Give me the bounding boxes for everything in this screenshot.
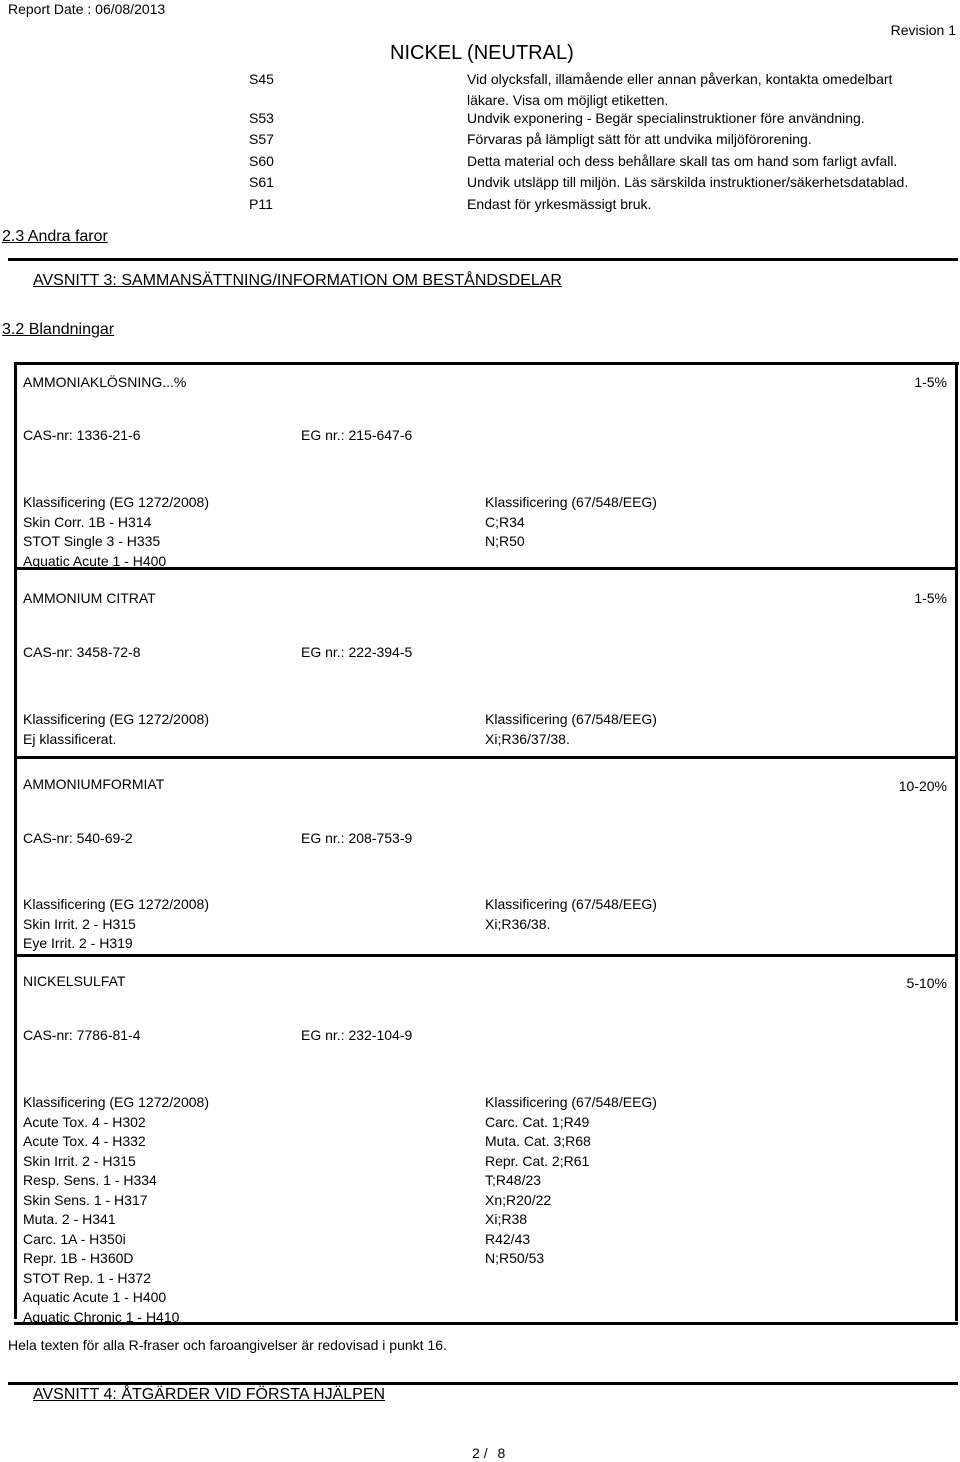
dsd-entry: Xi;R36/38. bbox=[485, 915, 551, 932]
clp-entry: Resp. Sens. 1 - H334 bbox=[23, 1172, 157, 1188]
clp-entry: Muta. 2 - H341 bbox=[23, 1211, 116, 1227]
clp-heading: Klassificering (EG 1272/2008) bbox=[23, 1094, 209, 1110]
components-table-right-border bbox=[955, 362, 958, 1321]
clp-entry: Skin Sens. 1 - H317 bbox=[23, 1191, 148, 1208]
component-percent: 5-10% bbox=[906, 975, 947, 991]
s-phrase-text: Förvaras på lämpligt sätt för att undvika miljöförorening. bbox=[467, 131, 812, 147]
clp-entry: STOT Rep. 1 - H372 bbox=[23, 1269, 151, 1286]
clp-classification bbox=[23, 493, 209, 571]
dsd-heading: Klassificering (67/548/EEG) bbox=[485, 494, 657, 510]
clp-entry: Eye Irrit. 2 - H319 bbox=[23, 935, 133, 951]
component-percent: 1-5% bbox=[914, 590, 947, 606]
s-phrase-code: S57 bbox=[249, 131, 274, 147]
s-phrase-text-cont: läkare. Visa om möjligt etiketten. bbox=[467, 92, 669, 108]
clp-entry: Acute Tox. 4 - H332 bbox=[23, 1133, 146, 1149]
revision-label: Revision 1 bbox=[890, 22, 956, 38]
r-phrases-footnote: Hela texten för alla R-fraser och faroangivelser är redovisad i punkt 16. bbox=[8, 1337, 447, 1353]
component-name: NICKELSULFAT bbox=[23, 973, 126, 989]
page-number bbox=[472, 1445, 505, 1461]
dsd-entry: Repr. Cat. 2;R61 bbox=[485, 1152, 590, 1169]
section-3-title: AVSNITT 3: SAMMANSÄTTNING/INFORMATION OM BESTÅNDSDELAR bbox=[33, 272, 562, 289]
clp-entry: Aquatic Acute 1 - H400 bbox=[23, 1289, 167, 1305]
component-percent: 1-5% bbox=[914, 374, 947, 390]
dsd-entry: N;R50 bbox=[485, 533, 525, 549]
report-date: Report Date : 06/08/2013 bbox=[8, 1, 166, 17]
clp-heading: Klassificering (EG 1272/2008) bbox=[23, 896, 209, 912]
dsd-entry: C;R34 bbox=[485, 513, 525, 530]
s-phrase-text: Endast för yrkesmässigt bruk. bbox=[467, 196, 652, 212]
clp-entry: Skin Irrit. 2 - H315 bbox=[23, 915, 136, 932]
dsd-entry: Muta. Cat. 3;R68 bbox=[485, 1133, 591, 1149]
cas-number: CAS-nr: 7786-81-4 bbox=[23, 1027, 141, 1043]
dsd-entry: Xi;R38 bbox=[485, 1211, 528, 1227]
s-phrase-code: S61 bbox=[249, 174, 274, 190]
clp-entry: Carc. 1A - H350i bbox=[23, 1230, 126, 1247]
s-phrase-text: Detta material och dess behållare skall tas om hand som farligt avfall. bbox=[467, 153, 898, 169]
eg-number: EG nr.: 208-753-9 bbox=[301, 830, 413, 846]
clp-entry: Acute Tox. 4 - H302 bbox=[23, 1113, 146, 1130]
dsd-classification bbox=[485, 710, 657, 749]
component-name: AMMONIUM CITRAT bbox=[23, 590, 156, 606]
dsd-heading: Klassificering (67/548/EEG) bbox=[485, 896, 657, 912]
component-divider bbox=[14, 756, 958, 759]
component-name: AMMONIUMFORMIAT bbox=[23, 776, 165, 792]
component-name: AMMONIAKLÖSNING...% bbox=[23, 374, 187, 390]
dsd-entry: Carc. Cat. 1;R49 bbox=[485, 1113, 590, 1130]
dsd-entry: Xn;R20/22 bbox=[485, 1191, 552, 1208]
section-4-divider bbox=[8, 1382, 958, 1385]
clp-entry: STOT Single 3 - H335 bbox=[23, 533, 161, 549]
s-phrase-code: S45 bbox=[249, 71, 274, 87]
other-hazards-heading: 2.3 Andra faror bbox=[2, 228, 108, 245]
clp-entry: Skin Irrit. 2 - H315 bbox=[23, 1152, 136, 1169]
s-phrase-code: S53 bbox=[249, 110, 274, 126]
clp-entry: Repr. 1B - H360D bbox=[23, 1250, 134, 1266]
clp-classification bbox=[23, 1093, 209, 1327]
component-percent: 10-20% bbox=[898, 778, 947, 794]
cas-number: CAS-nr: 540-69-2 bbox=[23, 830, 133, 846]
s-phrase-text: Undvik utsläpp till miljön. Läs särskilda instruktioner/säkerhetsdatablad. bbox=[467, 174, 909, 190]
dsd-entry: R42/43 bbox=[485, 1230, 531, 1247]
clp-heading: Klassificering (EG 1272/2008) bbox=[23, 711, 209, 727]
s-phrase-code: P11 bbox=[249, 196, 273, 212]
clp-entry: Skin Corr. 1B - H314 bbox=[23, 513, 152, 530]
page-separator: / bbox=[483, 1445, 488, 1461]
dsd-entry: T;R48/23 bbox=[485, 1172, 542, 1188]
eg-number: EG nr.: 232-104-9 bbox=[301, 1027, 413, 1043]
dsd-classification bbox=[485, 1093, 657, 1269]
cas-number: CAS-nr: 1336-21-6 bbox=[23, 427, 141, 443]
clp-entry: Aquatic Acute 1 - H400 bbox=[23, 552, 167, 569]
dsd-entry: Xi;R36/37/38. bbox=[485, 730, 570, 747]
mixtures-heading: 3.2 Blandningar bbox=[2, 321, 115, 338]
component-divider bbox=[14, 954, 958, 957]
s-phrase-text: Vid olycksfall, illamående eller annan påverkan, kontakta omedelbart bbox=[467, 71, 893, 87]
clp-entry: Aquatic Chronic 1 - H410 bbox=[23, 1308, 180, 1325]
eg-number: EG nr.: 215-647-6 bbox=[301, 427, 413, 443]
dsd-entry: N;R50/53 bbox=[485, 1250, 545, 1266]
eg-number: EG nr.: 222-394-5 bbox=[301, 644, 413, 660]
clp-heading: Klassificering (EG 1272/2008) bbox=[23, 494, 209, 510]
dsd-classification bbox=[485, 493, 657, 552]
section-3-divider bbox=[8, 258, 958, 261]
page-total: 8 bbox=[497, 1445, 506, 1461]
section-4-title: AVSNITT 4: ÅTGÄRDER VID FÖRSTA HJÄLPEN bbox=[33, 1386, 386, 1403]
document-title: NICKEL (NEUTRAL) bbox=[390, 42, 574, 64]
clp-entry: Ej klassificerat. bbox=[23, 730, 117, 747]
page-current: 2 bbox=[472, 1445, 480, 1461]
s-phrase-text: Undvik exponering - Begär specialinstruktioner före användning. bbox=[467, 110, 865, 126]
clp-classification bbox=[23, 895, 209, 954]
dsd-heading: Klassificering (67/548/EEG) bbox=[485, 711, 657, 727]
s-phrase-code: S60 bbox=[249, 153, 274, 169]
cas-number: CAS-nr: 3458-72-8 bbox=[23, 644, 141, 660]
dsd-heading: Klassificering (67/548/EEG) bbox=[485, 1094, 657, 1110]
dsd-classification bbox=[485, 895, 657, 934]
clp-classification bbox=[23, 710, 209, 749]
